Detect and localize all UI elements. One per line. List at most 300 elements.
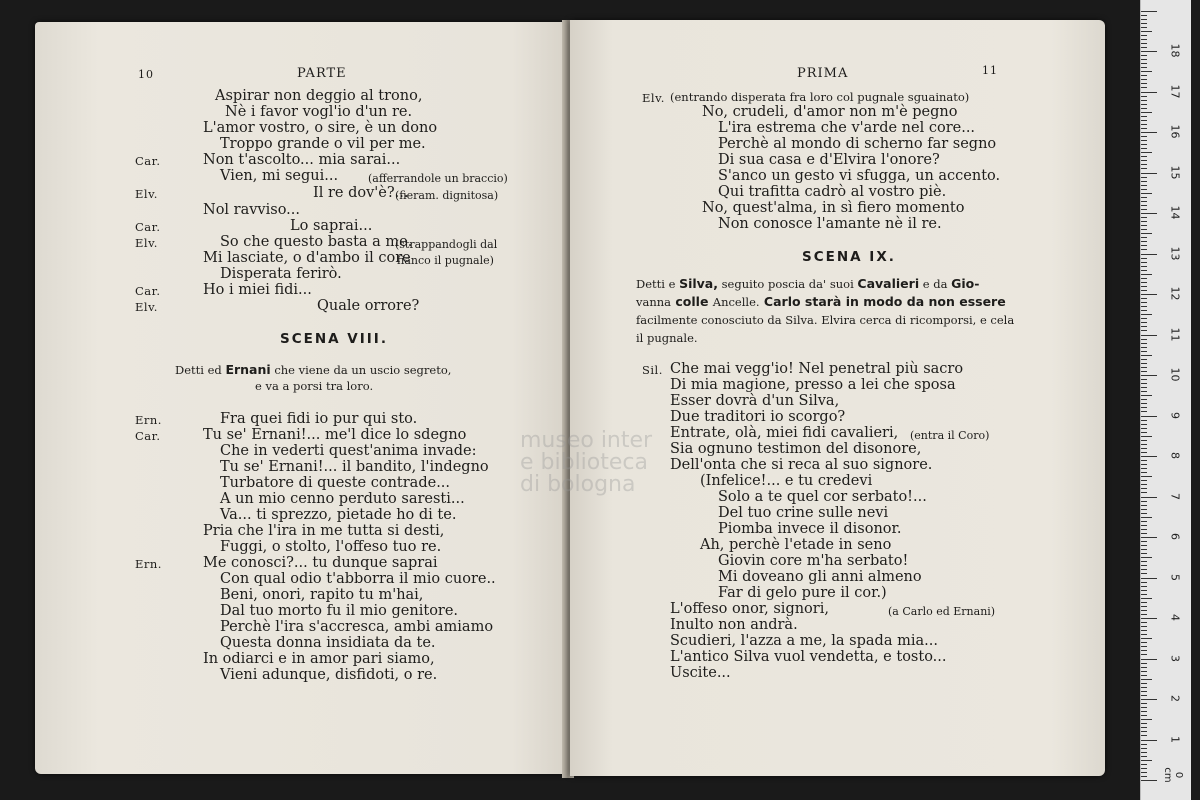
ruler-tick (1141, 245, 1147, 246)
ruler-tick (1141, 132, 1157, 133)
page-number-left: 10 (138, 68, 154, 81)
ruler-tick (1141, 440, 1147, 441)
ruler-tick (1141, 663, 1147, 664)
ruler-tick (1141, 355, 1152, 356)
ruler-tick (1141, 521, 1147, 522)
verse-line: Dell'onta che si reca al suo signore. (670, 457, 933, 473)
verse-line: Lo saprai... (290, 218, 373, 234)
ruler-number: 16 (1168, 124, 1182, 139)
ruler-tick (1141, 533, 1147, 534)
ruler-tick (1141, 92, 1157, 93)
speaker-label: Elv. (135, 187, 158, 201)
right-page (570, 20, 1105, 776)
ruler-tick (1141, 314, 1152, 315)
ruler-tick (1141, 201, 1147, 202)
ruler-tick (1141, 298, 1147, 299)
ruler-tick (1141, 148, 1147, 149)
verse-line: Vien, mi segui... (220, 168, 339, 184)
ruler-tick (1141, 266, 1147, 267)
ruler-tick (1141, 428, 1147, 429)
ruler-tick (1141, 249, 1147, 250)
ruler-tick (1141, 772, 1147, 773)
ruler-tick (1141, 622, 1147, 623)
scene-desc-post: che viene da un uscio segreto, (274, 363, 452, 377)
ruler-tick (1141, 407, 1147, 408)
ruler-tick (1141, 432, 1147, 433)
ruler-tick (1141, 189, 1147, 190)
ruler-tick (1141, 582, 1147, 583)
description-text: Ancelle. (712, 295, 760, 309)
speaker-label: Car. (135, 429, 161, 443)
ruler-tick (1141, 456, 1157, 457)
ruler-tick (1141, 363, 1147, 364)
ruler-tick (1141, 335, 1157, 336)
ruler-tick (1141, 225, 1147, 226)
ruler-tick (1141, 780, 1157, 781)
ruler-tick (1141, 71, 1152, 72)
stage-direction: (strappandogli dal (395, 238, 498, 251)
stage-direction: (fieram. dignitosa) (395, 189, 499, 202)
ruler-tick (1141, 213, 1157, 214)
verse-line: Di mia magione, presso a lei che sposa (670, 377, 956, 393)
verse-line: Sia ognuno testimon del disonore, (670, 441, 922, 457)
ruler-tick (1141, 553, 1147, 554)
ruler-number: 5 (1168, 573, 1182, 581)
speaker-label: Elv. (135, 300, 158, 314)
ruler-number: 8 (1168, 452, 1182, 459)
ruler-tick (1141, 282, 1147, 283)
ruler-tick (1141, 598, 1152, 599)
ruler-tick (1141, 630, 1147, 631)
ruler-tick (1141, 703, 1147, 704)
verse-line: Entrate, olà, miei fidi cavalieri, (670, 425, 899, 441)
scene-viii-description (175, 362, 451, 378)
ruler-tick (1141, 444, 1147, 445)
ruler-number: 12 (1168, 286, 1182, 301)
description-text: Detti e (636, 277, 680, 291)
ruler-tick (1141, 573, 1147, 574)
ruler-number: 17 (1168, 84, 1182, 98)
ruler-number: 9 (1168, 411, 1182, 419)
ruler-number: 11 (1168, 327, 1182, 341)
verse-line: Del tuo crine sulle nevi (718, 505, 889, 521)
ruler-tick (1141, 120, 1147, 121)
scene-desc-name: Ernani (225, 362, 271, 377)
verse-line: Il re dov'è?... (313, 185, 409, 201)
ruler-tick (1141, 39, 1147, 40)
ruler-tick (1141, 416, 1157, 417)
description-text: e da (919, 277, 952, 291)
speaker-label: Ern. (135, 557, 162, 571)
ruler-tick (1141, 488, 1147, 489)
ruler-tick (1141, 618, 1157, 619)
verse-line: Disperata ferirò. (220, 266, 342, 282)
ruler-tick (1141, 492, 1147, 493)
scene-ix-description-line (636, 312, 1014, 328)
verse-line: A un mio cenno perduto saresti... (220, 491, 465, 507)
ruler-tick (1141, 383, 1147, 384)
ruler-tick (1141, 262, 1147, 263)
verse-line: Che in vederti quest'anima invade: (220, 443, 477, 459)
ruler-tick (1141, 667, 1147, 668)
verse-line: Qui trafitta cadrò al vostro piè. (718, 184, 947, 200)
ruler-tick (1141, 484, 1147, 485)
ruler-tick (1141, 144, 1147, 145)
watermark-line-3: di bologna (520, 472, 636, 497)
verse-line: Tu se' Ernani!... il bandito, l'indegno (220, 459, 489, 475)
ruler-tick (1141, 375, 1157, 376)
ruler-tick (1141, 31, 1152, 32)
ruler-tick (1141, 43, 1147, 44)
ruler-tick (1141, 67, 1147, 68)
ruler-tick (1141, 229, 1147, 230)
ruler-tick (1141, 545, 1147, 546)
ruler-tick (1141, 168, 1147, 169)
museum-watermark (520, 430, 652, 496)
ruler-tick (1141, 15, 1147, 16)
watermark-line-1: museo inter (520, 428, 653, 453)
ruler-tick (1141, 128, 1147, 129)
verse-line: Vieni adunque, disfidoti, o re. (220, 667, 438, 683)
verse-line: So che questo basta a me. (220, 234, 413, 250)
speaker-label: Car. (135, 220, 161, 234)
running-head-right: PRIMA (797, 66, 849, 81)
verse-line: Inulto non andrà. (670, 617, 798, 633)
verse-line: Nol ravviso... (203, 202, 301, 218)
verse-line: Mi doveano gli anni almeno (718, 569, 922, 585)
verse-line: Ah, perchè l'etade in seno (700, 537, 892, 553)
ruler-tick (1141, 711, 1147, 712)
ruler-tick (1141, 565, 1147, 566)
ruler-tick (1141, 205, 1147, 206)
ruler-tick (1141, 756, 1147, 757)
ruler-tick (1141, 679, 1152, 680)
ruler-tick (1141, 752, 1147, 753)
ruler-tick (1141, 642, 1147, 643)
ruler-tick (1141, 136, 1147, 137)
ruler-tick (1141, 152, 1152, 153)
ruler-tick (1141, 497, 1157, 498)
verse-line: L'antico Silva vuol vendetta, e tosto... (670, 649, 947, 665)
ruler-number: 18 (1168, 43, 1182, 58)
verse-line: Me conosci?... tu dunque saprai (203, 555, 438, 571)
verse-line: Uscite... (670, 665, 731, 681)
ruler-tick (1141, 452, 1147, 453)
verse-line: Quale orrore? (317, 298, 420, 314)
verse-line: Perchè al mondo di scherno far segno (718, 136, 997, 152)
ruler-tick (1141, 270, 1147, 271)
ruler-tick (1141, 11, 1157, 12)
ruler-tick (1141, 436, 1152, 437)
ruler-tick (1141, 237, 1147, 238)
ruler-tick (1141, 367, 1147, 368)
ruler-tick (1141, 124, 1147, 125)
ruler-tick (1141, 614, 1147, 615)
ruler-tick (1141, 650, 1147, 651)
verse-line: Non t'ascolto... mia sarai... (203, 152, 401, 168)
verse-line: Mi lasciate, o d'ambo il core (203, 250, 411, 266)
verse-line: In odiarci e in amor pari siamo, (203, 651, 435, 667)
ruler-tick (1141, 177, 1147, 178)
ruler-tick (1141, 116, 1147, 117)
verse-line: Far di gelo pure il cor.) (718, 585, 887, 601)
ruler-tick (1141, 197, 1147, 198)
ruler-tick (1141, 606, 1147, 607)
ruler-tick (1141, 626, 1147, 627)
ruler-tick (1141, 379, 1147, 380)
ruler-tick (1141, 472, 1147, 473)
verse-line: Tu se' Ernani!... me'l dice lo sdegno (203, 427, 467, 443)
ruler-tick (1141, 646, 1147, 647)
speaker-label: Ern. (135, 413, 162, 427)
ruler-tick (1141, 569, 1147, 570)
description-text: vanna (636, 295, 672, 309)
verse-line: Va... ti sprezzo, pietade ho di te. (220, 507, 457, 523)
stage-direction: (afferrandole un braccio) (368, 172, 508, 185)
ruler-tick (1141, 302, 1147, 303)
watermark-line-2: e biblioteca (520, 450, 648, 475)
ruler-tick (1141, 460, 1147, 461)
ruler-tick (1141, 715, 1147, 716)
ruler-tick (1141, 391, 1147, 392)
ruler-tick (1141, 326, 1147, 327)
stage-direction: (a Carlo ed Ernani) (888, 605, 996, 618)
scene-ix-description-line (636, 330, 698, 346)
ruler-tick (1141, 586, 1147, 587)
verse-line: Nè i favor vogl'io d'un re. (225, 104, 413, 120)
ruler-tick (1141, 561, 1147, 562)
verse-line: L'amor vostro, o sire, è un dono (203, 120, 438, 136)
verse-line: Ho i miei fidi... (203, 282, 312, 298)
ruler-tick (1141, 638, 1152, 639)
ruler-tick (1141, 707, 1147, 708)
ruler-tick (1141, 233, 1152, 234)
ruler-tick (1141, 173, 1157, 174)
ruler-tick (1141, 241, 1147, 242)
ruler-tick (1141, 602, 1147, 603)
scene-title-ix: SCENA IX. (802, 249, 896, 265)
ruler-tick (1141, 306, 1147, 307)
verse-line: (entrando disperata fra loro col pugnale sguainato) (670, 90, 970, 104)
ruler-tick (1141, 254, 1157, 255)
ruler-tick (1141, 75, 1147, 76)
speaker-label: Elv. (135, 236, 158, 250)
ruler-tick (1141, 468, 1147, 469)
ruler-number: 3 (1168, 654, 1182, 662)
ruler-tick (1141, 424, 1147, 425)
ruler-tick (1141, 610, 1147, 611)
verse-line: Due traditori io scorgo? (670, 409, 846, 425)
ruler-tick (1141, 578, 1157, 579)
ruler-tick (1141, 719, 1152, 720)
ruler-tick (1141, 505, 1147, 506)
ruler-tick (1141, 193, 1152, 194)
character-name: Cavalieri (857, 276, 920, 291)
ruler-number: 7 (1168, 492, 1182, 500)
ruler-tick (1141, 322, 1147, 323)
ruler-tick (1141, 727, 1147, 728)
ruler-tick (1141, 359, 1147, 360)
scene-viii-description-line2: e va a porsi tra loro. (255, 379, 374, 393)
ruler-tick (1141, 537, 1157, 538)
verse-line: L'ira estrema che v'arde nel core... (718, 120, 976, 136)
ruler-tick (1141, 748, 1147, 749)
ruler-tick (1141, 476, 1152, 477)
ruler-tick (1141, 387, 1147, 388)
ruler-tick (1141, 96, 1147, 97)
ruler-tick (1141, 744, 1147, 745)
speaker-label: Elv. (642, 91, 665, 105)
verse-line: No, crudeli, d'amor non m'è pegno (702, 104, 958, 120)
ruler-tick (1141, 760, 1152, 761)
speaker-label: Car. (135, 284, 161, 298)
ruler-tick (1141, 768, 1147, 769)
ruler-number: 13 (1168, 246, 1182, 260)
ruler-number: 6 (1168, 533, 1182, 540)
stage-direction: (entra il Coro) (910, 429, 990, 442)
ruler-tick (1141, 420, 1147, 421)
ruler-tick (1141, 695, 1147, 696)
ruler-tick (1141, 525, 1147, 526)
description-text: facilmente conosciuto da Silva. Elvira cerca di ricomporsi, e cela (636, 313, 1015, 327)
ruler-tick (1141, 395, 1152, 396)
ruler-tick (1141, 735, 1147, 736)
ruler-tick (1141, 51, 1157, 52)
ruler-tick (1141, 343, 1147, 344)
ruler-tick (1141, 699, 1157, 700)
ruler-tick (1141, 411, 1147, 412)
scene-desc-pre: Detti ed (175, 363, 222, 377)
character-name: colle (671, 294, 713, 309)
verse-line: Fuggi, o stolto, l'offeso tuo re. (220, 539, 442, 555)
ruler-tick (1141, 687, 1147, 688)
ruler-tick (1141, 675, 1147, 676)
ruler-tick (1141, 740, 1157, 741)
ruler-tick (1141, 160, 1147, 161)
ruler-tick (1141, 557, 1152, 558)
ruler-tick (1141, 221, 1147, 222)
ruler-tick (1141, 541, 1147, 542)
ruler-tick (1141, 181, 1147, 182)
ruler-tick (1141, 659, 1157, 660)
scene-ix-description-line (636, 294, 1006, 310)
ruler-tick (1141, 339, 1147, 340)
ruler-tick (1141, 654, 1147, 655)
ruler-tick (1141, 399, 1147, 400)
ruler-tick (1141, 776, 1147, 777)
ruler-tick (1141, 509, 1147, 510)
verse-line: (Infelice!... e tu credevi (700, 473, 873, 489)
verse-line: Solo a te quel cor serbato!... (718, 489, 927, 505)
verse-line: Troppo grande o vil per me. (220, 136, 426, 152)
ruler-tick (1141, 513, 1147, 514)
ruler-tick (1141, 723, 1147, 724)
ruler-tick (1141, 351, 1147, 352)
ruler-tick (1141, 371, 1147, 372)
ruler-tick (1141, 448, 1147, 449)
ruler-unit-label: 0 cm (1162, 767, 1184, 783)
description-text: seguito poscia da' suoi (717, 277, 858, 291)
ruler-tick (1141, 347, 1147, 348)
ruler-tick (1141, 23, 1147, 24)
verse-line: Scudieri, l'azza a me, la spada mia... (670, 633, 938, 649)
verse-line: Perchè l'ira s'accresca, ambi amiamo (220, 619, 494, 635)
ruler-tick (1141, 501, 1147, 502)
scene-title-viii: SCENA VIII. (280, 331, 388, 347)
verse-line: Pria che l'ira in me tutta si desti, (203, 523, 445, 539)
ruler-tick (1141, 286, 1147, 287)
ruler-tick (1141, 209, 1147, 210)
ruler-tick (1141, 83, 1147, 84)
ruler-tick (1141, 310, 1147, 311)
ruler-number: 1 (1168, 735, 1182, 743)
speaker-label: Car. (135, 154, 161, 168)
ruler-tick (1141, 764, 1147, 765)
ruler-tick (1141, 634, 1147, 635)
ruler-tick (1141, 549, 1147, 550)
verse-line: No, quest'alma, in sì fiero momento (702, 200, 965, 216)
verse-line: Aspirar non deggio al trono, (215, 88, 423, 104)
ruler-tick (1141, 330, 1147, 331)
ruler-tick (1141, 164, 1147, 165)
ruler-tick (1141, 683, 1147, 684)
ruler-tick (1141, 35, 1147, 36)
ruler-tick (1141, 47, 1147, 48)
ruler-tick (1141, 63, 1147, 64)
ruler-tick (1141, 108, 1147, 109)
ruler-tick (1141, 480, 1147, 481)
ruler-tick (1141, 55, 1147, 56)
ruler-tick (1141, 87, 1147, 88)
running-head-left: PARTE (297, 66, 347, 81)
ruler-tick (1141, 529, 1147, 530)
ruler-tick (1141, 79, 1147, 80)
verse-line: Fra quei fidi io pur qui sto. (220, 411, 418, 427)
ruler-tick (1141, 464, 1147, 465)
ruler-tick (1141, 517, 1152, 518)
ruler-tick (1141, 590, 1147, 591)
verse-line: Turbatore di queste contrade... (220, 475, 451, 491)
ruler-tick (1141, 403, 1147, 404)
ruler-tick (1141, 671, 1147, 672)
ruler-number: 14 (1168, 205, 1182, 220)
verse-line: Beni, onori, rapito tu m'hai, (220, 587, 424, 603)
ruler-number: 2 (1168, 695, 1182, 702)
verse-line: Di sua casa e d'Elvira l'onore? (718, 152, 940, 168)
ruler-tick (1141, 104, 1147, 105)
ruler-tick (1141, 290, 1147, 291)
ruler-tick (1141, 278, 1147, 279)
verse-line: Giovin core m'ha serbato! (718, 553, 909, 569)
ruler-number: 10 (1168, 367, 1182, 382)
left-page (35, 22, 565, 774)
description-text: il pugnale. (636, 331, 698, 345)
verse-line: Esser dovrà d'un Silva, (670, 393, 840, 409)
ruler-tick (1141, 594, 1147, 595)
ruler-tick (1141, 731, 1147, 732)
page-number-right: 11 (982, 64, 998, 77)
verse-line: Piomba invece il disonor. (718, 521, 902, 537)
measurement-ruler (1140, 0, 1191, 800)
ruler-tick (1141, 185, 1147, 186)
ruler-tick (1141, 112, 1152, 113)
verse-line: Questa donna insidiata da te. (220, 635, 436, 651)
ruler-tick (1141, 27, 1147, 28)
verse-line: L'offeso onor, signori, (670, 601, 829, 617)
character-name: Silva, (679, 276, 718, 291)
ruler-tick (1141, 140, 1147, 141)
ruler-tick (1141, 294, 1157, 295)
